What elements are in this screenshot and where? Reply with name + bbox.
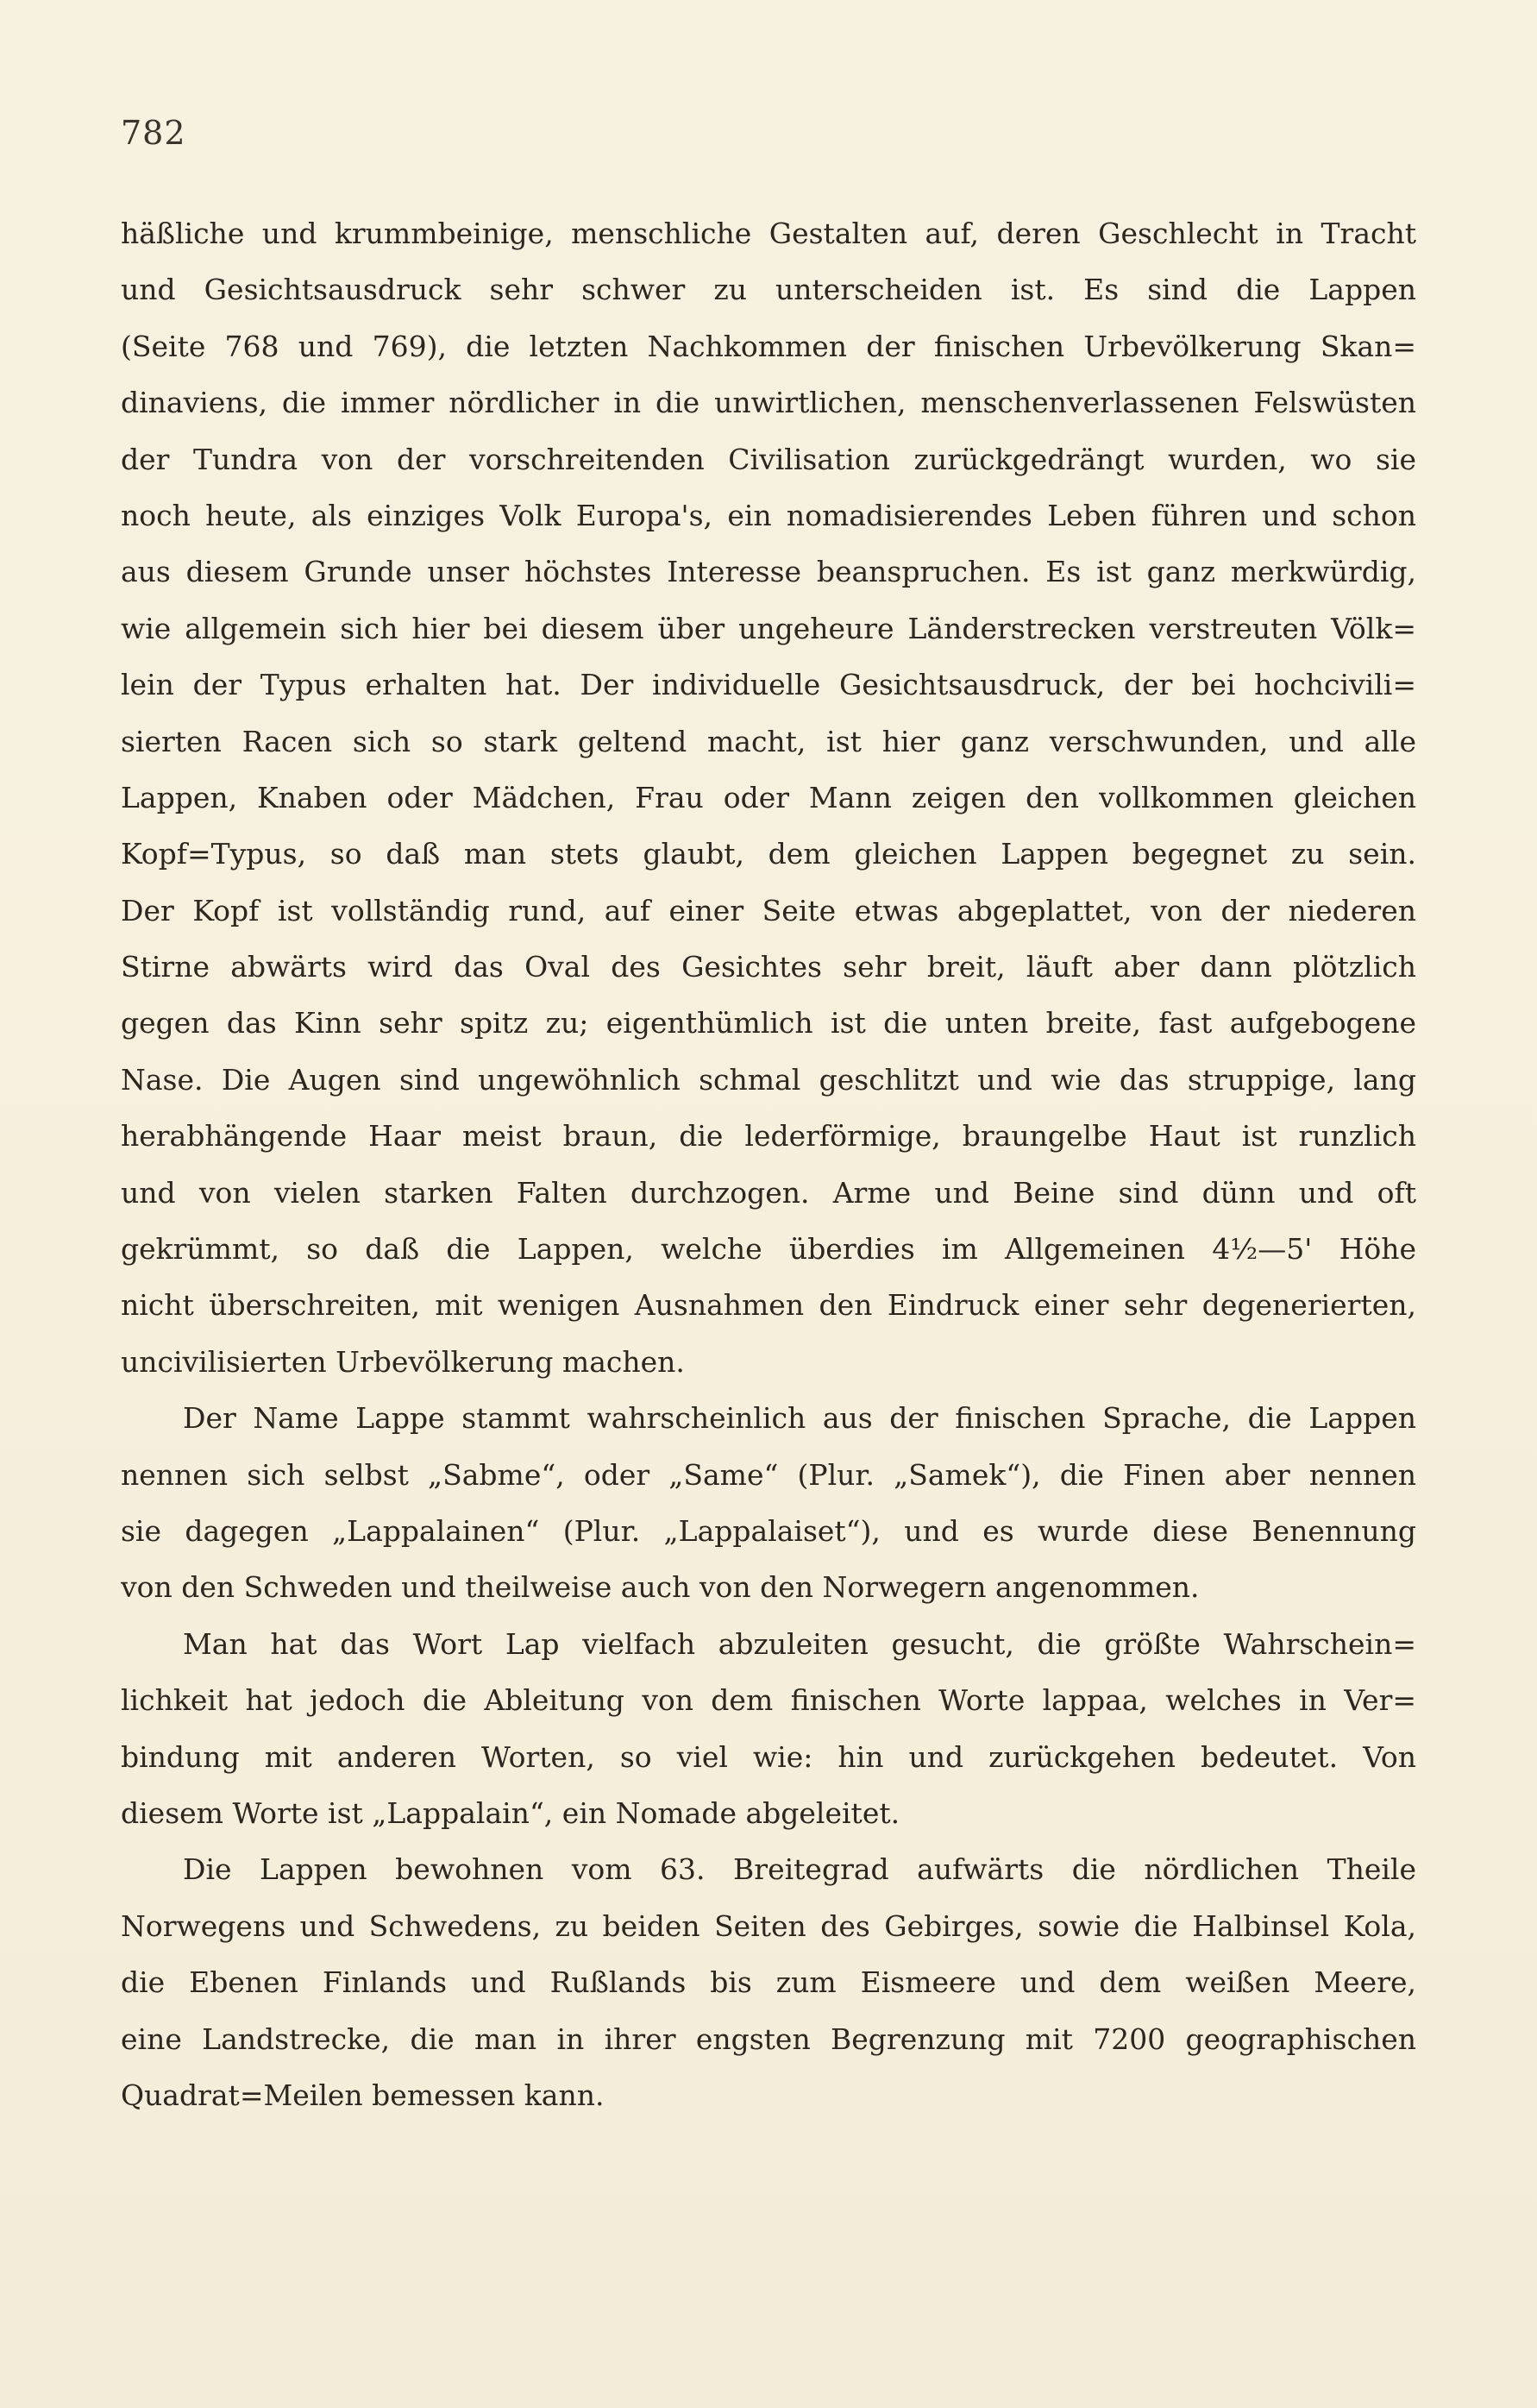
text-line: häßliche und krummbeinige, menschliche Gestalten auf, deren Geschlecht in Tracht: [121, 217, 1416, 250]
text-line: gekrümmt, so daß die Lappen, welche überdies im Allgemeinen 4½—5' Höhe: [121, 1232, 1416, 1267]
text-line: Die Lappen bewohnen vom 63. Breitegrad aufwärts die nördlichen Theile: [183, 1852, 1416, 1887]
text-line: Nase. Die Augen sind ungewöhnlich schmal geschlitzt und wie das struppige, lang: [121, 1062, 1416, 1097]
text-line: dinaviens, die immer nördlicher in die unwirtlichen, menschenverlassenen Felswüsten: [121, 386, 1416, 420]
text-line: Man hat das Wort Lap vielfach abzuleiten gesucht, die größte Wahrschein=: [183, 1626, 1416, 1661]
text-line: (Seite 768 und 769), die letzten Nachkommen der finischen Urbevölkerung Skan=: [121, 329, 1416, 363]
text-line: eine Landstrecke, die man in ihrer engsten Begrenzung mit 7200 geographischen: [121, 2021, 1416, 2056]
body-text: [121, 205, 1416, 2123]
text-line: Der Kopf ist vollständig rund, auf einer Seite etwas abgeplattet, von der niederen: [121, 893, 1416, 927]
text-line: gegen das Kinn sehr spitz zu; eigenthümlich ist die unten breite, fast aufgebogene: [121, 1006, 1416, 1041]
text-line: bindung mit anderen Worten, so viel wie: hin und zurückgehen bedeutet. Von: [121, 1739, 1416, 1774]
text-line: Norwegens und Schwedens, zu beiden Seiten des Gebirges, sowie die Halbinsel Kola,: [121, 1908, 1416, 1943]
text-line: wie allgemein sich hier bei diesem über ungeheure Länderstrecken verstreuten Völk=: [121, 611, 1416, 645]
page-number: 782: [121, 114, 186, 152]
text-line: lein der Typus erhalten hat. Der individuelle Gesichtsausdruck, der bei hochcivili=: [121, 668, 1416, 702]
text-line: diesem Worte ist „Lappalain“, ein Nomade abgeleitet.: [121, 1795, 900, 1830]
text-line: noch heute, als einziges Volk Europa's, ein nomadisierendes Leben führen und schon: [121, 498, 1416, 532]
text-line: sie dagegen „Lappalainen“ (Plur. „Lappalaiset“), und es wurde diese Benennung: [121, 1513, 1416, 1548]
text-line: uncivilisierten Urbevölkerung machen.: [121, 1344, 685, 1379]
text-line: von den Schweden und theilweise auch von den Norwegern angenommen.: [121, 1570, 1200, 1605]
text-line: nicht überschreiten, mit wenigen Ausnahmen den Eindruck einer sehr degenerierten,: [121, 1288, 1416, 1323]
text-line: und von vielen starken Falten durchzogen. Arme und Beine sind dünn und oft: [121, 1175, 1416, 1210]
text-line: der Tundra von der vorschreitenden Civilisation zurückgedrängt wurden, wo sie: [121, 442, 1416, 476]
text-line: herabhängende Haar meist braun, die lederförmige, braungelbe Haut ist runzlich: [121, 1119, 1416, 1154]
text-line: und Gesichtsausdruck sehr schwer zu unterscheiden ist. Es sind die Lappen: [121, 273, 1416, 307]
text-line: Lappen, Knaben oder Mädchen, Frau oder Mann zeigen den vollkommen gleichen: [121, 780, 1416, 814]
text-line: lichkeit hat jedoch die Ableitung von dem finischen Worte lappaa, welches in Ver=: [121, 1683, 1416, 1718]
text-line: Der Name Lappe stammt wahrscheinlich aus der finischen Sprache, die Lappen: [183, 1401, 1416, 1436]
text-line: aus diesem Grunde unser höchstes Interesse beanspruchen. Es ist ganz merkwürdig,: [121, 555, 1416, 589]
text-line: nennen sich selbst „Sabme“, oder „Same“ (Plur. „Samek“), die Finen aber nennen: [121, 1457, 1416, 1492]
text-line: sierten Racen sich so stark geltend macht, ist hier ganz verschwunden, und alle: [121, 724, 1416, 758]
text-line: Kopf=Typus, so daß man stets glaubt, dem gleichen Lappen begegnet zu sein.: [121, 837, 1416, 871]
text-line: Quadrat=Meilen bemessen kann.: [121, 2078, 605, 2112]
text-line: die Ebenen Finlands und Rußlands bis zum Eismeere und dem weißen Meere,: [121, 1965, 1416, 2000]
text-line: Stirne abwärts wird das Oval des Gesichtes sehr breit, läuft aber dann plötzlich: [121, 950, 1416, 984]
